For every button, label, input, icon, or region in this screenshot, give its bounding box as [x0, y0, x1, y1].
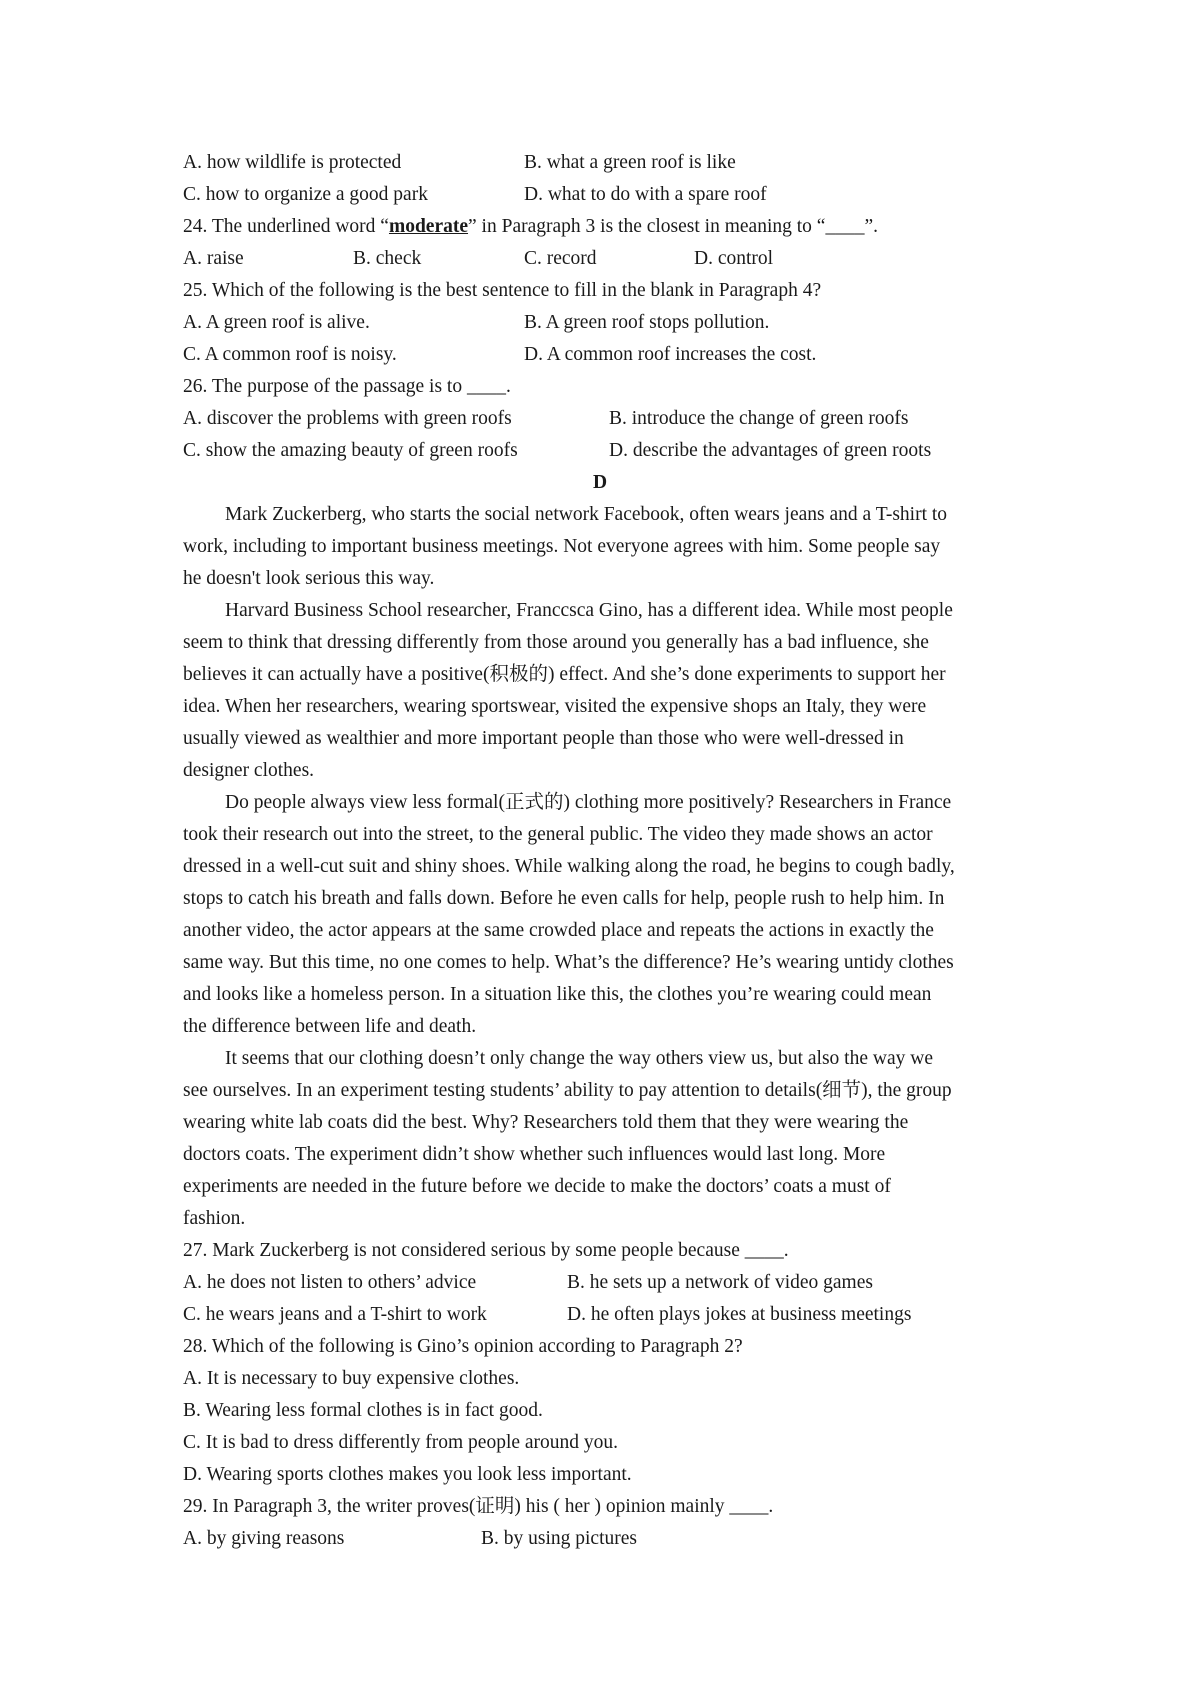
q26-option-a: A. discover the problems with green roofs [183, 408, 512, 429]
passage-line: Mark Zuckerberg, who starts the social network Facebook, often wears jeans and a T-shirt to [225, 504, 948, 525]
passage-line: experiments are needed in the future before we decide to make the doctors’ coats a must of [183, 1176, 891, 1197]
passage-line: the difference between life and death. [183, 1016, 477, 1037]
q29-stem: 29. In Paragraph 3, the writer proves(证明) his ( her ) opinion mainly ____. [183, 1496, 774, 1517]
q24-option-d: D. control [694, 248, 774, 269]
q25-option-b: B. A green roof stops pollution. [524, 312, 770, 333]
q26-option-b: B. introduce the change of green roofs [609, 408, 909, 429]
section-title: D [592, 472, 608, 493]
passage-line: seem to think that dressing differently from those around you generally has a bad influence, she [183, 632, 929, 653]
passage-line: believes it can actually have a positive(积极的) effect. And she’s done experiments to support her [183, 664, 946, 685]
q24-option-c: C. record [524, 248, 597, 269]
q27-option-c: C. he wears jeans and a T-shirt to work [183, 1304, 487, 1325]
passage-line: Do people always view less formal(正式的) clothing more positively? Researchers in France [225, 792, 952, 813]
q23-option-a: A. how wildlife is protected [183, 152, 402, 173]
q24-option-b: B. check [353, 248, 422, 269]
passage-line: another video, the actor appears at the same crowded place and repeats the actions in exactly the [183, 920, 934, 941]
passage-line: same way. But this time, no one comes to help. What’s the difference? He’s wearing untidy clothes [183, 952, 954, 973]
q26-option-d: D. describe the advantages of green roots [609, 440, 932, 461]
q27-option-a: A. he does not listen to others’ advice [183, 1272, 477, 1293]
q25-option-d: D. A common roof increases the cost. [524, 344, 817, 365]
q26-option-c: C. show the amazing beauty of green roofs [183, 440, 518, 461]
q23-option-c: C. how to organize a good park [183, 184, 428, 205]
q28-option-c: C. It is bad to dress differently from people around you. [183, 1432, 619, 1453]
q27-stem: 27. Mark Zuckerberg is not considered serious by some people because ____. [183, 1240, 789, 1261]
q27-option-d: D. he often plays jokes at business meetings [567, 1304, 912, 1325]
passage-line: Harvard Business School researcher, Franccsca Gino, has a different idea. While most people [225, 600, 953, 621]
passage-line: doctors coats. The experiment didn’t show whether such influences would last long. More [183, 1144, 886, 1165]
passage-line: work, including to important business meetings. Not everyone agrees with him. Some people say [183, 536, 941, 557]
passage-line: idea. When her researchers, wearing sportswear, visited the expensive shops an Italy, they were [183, 696, 927, 717]
passage-line: and looks like a homeless person. In a situation like this, the clothes you’re wearing could mean [183, 984, 932, 1005]
q24-option-a: A. raise [183, 248, 244, 269]
q29-option-a: A. by giving reasons [183, 1528, 345, 1549]
q29-option-b: B. by using pictures [481, 1528, 637, 1549]
passage-line: usually viewed as wealthier and more important people than those who were well-dressed in [183, 728, 904, 749]
passage-line: stops to catch his breath and falls down. Before he even calls for help, people rush to help him. In [183, 888, 945, 909]
q26-stem: 26. The purpose of the passage is to ____. [183, 376, 511, 397]
q25-option-a: A. A green roof is alive. [183, 312, 370, 333]
q27-option-b: B. he sets up a network of video games [567, 1272, 873, 1293]
passage-line: fashion. [183, 1208, 246, 1229]
q24-stem [183, 215, 878, 239]
passage-line: It seems that our clothing doesn’t only change the way others view us, but also the way we [225, 1048, 933, 1069]
q24-stem-before: 24. The underlined word “ [183, 216, 389, 237]
passage-line: he doesn't look serious this way. [183, 568, 435, 589]
q28-stem: 28. Which of the following is Gino’s opinion according to Paragraph 2? [183, 1336, 743, 1357]
q28-option-a: A. It is necessary to buy expensive clothes. [183, 1368, 520, 1389]
q28-option-d: D. Wearing sports clothes makes you look less important. [183, 1464, 632, 1485]
q24-stem-after: ” in Paragraph 3 is the closest in meaning to “____”. [468, 216, 878, 237]
q24-keyword: moderate [388, 216, 469, 237]
q28-option-b: B. Wearing less formal clothes is in fact good. [183, 1400, 543, 1421]
q23-option-b: B. what a green roof is like [524, 152, 736, 173]
passage-line: took their research out into the street, to the general public. The video they made shows an actor [183, 824, 933, 845]
passage-line: see ourselves. In an experiment testing students’ ability to pay attention to details(细节), the group [183, 1080, 952, 1101]
passage-line: dressed in a well-cut suit and shiny shoes. While walking along the road, he begins to cough badly, [183, 856, 955, 877]
q25-stem: 25. Which of the following is the best sentence to fill in the blank in Paragraph 4? [183, 280, 822, 301]
q23-option-d: D. what to do with a spare roof [524, 184, 767, 205]
passage-line: wearing white lab coats did the best. Why? Researchers told them that they were wearing the [183, 1112, 909, 1133]
q25-option-c: C. A common roof is noisy. [183, 344, 397, 365]
passage-line: designer clothes. [183, 760, 315, 781]
